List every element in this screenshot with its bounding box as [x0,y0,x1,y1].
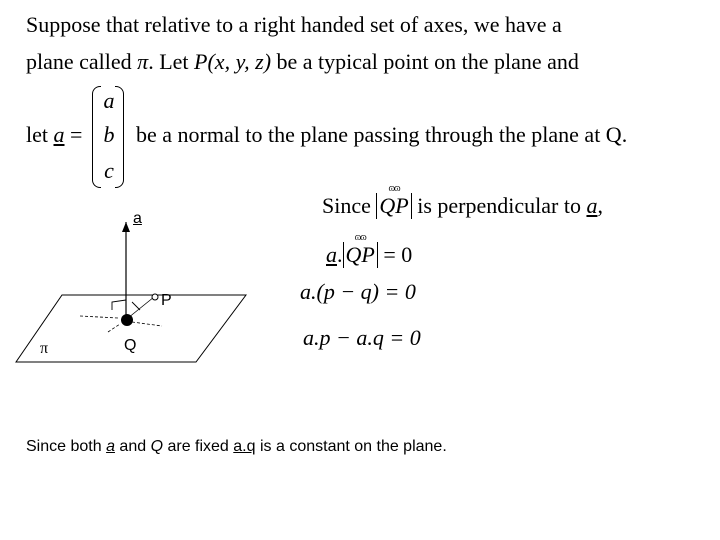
eq1-qp-vector [343,232,378,268]
right-angle-mark-2 [132,302,140,310]
plane-line-left [80,316,118,318]
diagram-label-a: a [133,210,142,227]
plane-line-down [108,324,120,332]
normal-arrow-head [122,222,130,232]
footer-q: Q [150,438,164,455]
diagram-label-q: Q [124,337,137,354]
equation-1 [326,232,413,268]
since-statement [322,183,603,219]
since-word: Since [322,193,371,218]
eq1-a: a [326,242,337,267]
footer-a: a [106,438,115,455]
footer-post: is a constant on the plane. [255,438,447,455]
point-coords: (x, y, z) [207,49,272,74]
eq1-rhs: = 0 [383,242,413,267]
line2-text-b: . Let [148,49,195,74]
diagram-label-pi: π [40,340,49,357]
footer-pre: Since both [26,438,107,455]
plane-pi-symbol: π [137,49,149,74]
diagram-label-p: P [161,292,172,309]
equation-2: a.(p − q) = 0 [300,279,416,304]
qp-vector [376,183,411,219]
line3-equals: = [64,122,83,147]
point-q-dot [121,314,133,326]
vector-component-b: b [103,122,115,147]
footer-mid: and [114,438,151,455]
point-p-dot [152,294,158,300]
intro-line-1: Suppose that relative to a right handed set of axes, we have a [26,12,562,37]
point-p-symbol: P [194,49,208,74]
qp-line [128,297,154,318]
vector-component-a: a [103,88,115,113]
line2-text-c: be a typical point on the plane and [271,49,579,74]
equation-3: a.p − a.q = 0 [303,325,421,350]
footer-sentence [26,438,447,456]
since-rest: is perpendicular to [417,193,581,218]
line2-text-a: plane called [26,49,138,74]
normal-a-symbol: a [53,122,65,147]
intro-line-3-rest: be a normal to the plane passing through the plane at Q. [136,122,628,147]
qp-label: QP [379,193,409,218]
plane-line-right [132,322,162,326]
vector-component-c: c [104,158,114,183]
eq1-dot: . [337,242,343,267]
since-comma: , [597,193,603,218]
since-a: a [586,193,598,218]
qp-decoration: ɷɷ [388,183,400,194]
line3-let: let [26,122,54,147]
eq1-qp-label: QP [345,242,375,267]
right-angle-mark [112,300,126,310]
eq1-qp-decoration: ɷɷ [354,232,366,243]
footer-aq: a.q [233,438,256,455]
footer-mid2: are fixed [163,438,234,455]
